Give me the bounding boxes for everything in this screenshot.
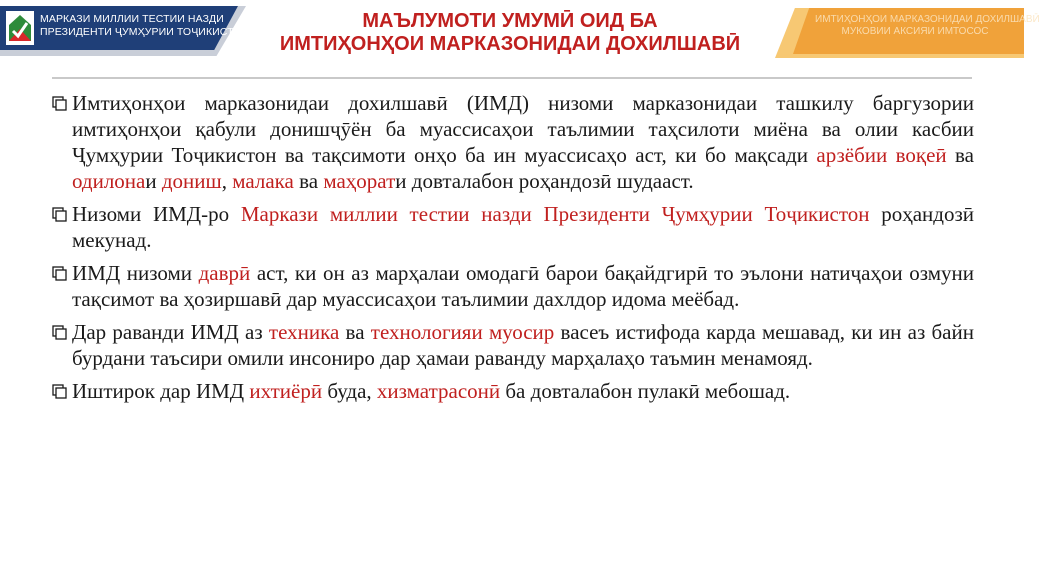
highlighted-term: маҳорат [323,169,396,193]
body-text: и [145,169,162,193]
body-text: , [221,169,233,193]
highlighted-term: ихтиёрӣ [249,379,323,403]
body-text: Низоми ИМД-ро [72,202,241,226]
body-text: ва [946,143,974,167]
section-label-line-1: ИМТИҲОНҲОИ МАРКАЗОНИДАИ ДОХИЛШАВӢ [815,14,1040,25]
body-text: васеъ истифода карда мешавад, ки ин аз байн бурдани таъсири омили инсониро дар ҳамаи раванду марҳалаҳо таъмин менамояд. [72,320,974,370]
page-title [250,10,770,56]
body-text: аст, ки он аз марҳалаи омодагӣ барои бақайдгирӣ то эълони натиҷаҳои озмуни тақсимот ва ҳозиршавӣ дар муассисаҳои таълимии дахлдор идома меёбад. [72,261,974,311]
bullet-item [52,319,974,371]
highlighted-term: техника [268,320,340,344]
checkbox-bullet-icon [52,384,66,398]
org-name [40,13,250,39]
body-text: ба довталабон пулакӣ мебошад. [500,379,791,403]
page-title-line-2: ИМТИҲОНҲОИ МАРКАЗОНИДАИ ДОХИЛШАВӢ [279,33,741,55]
bullet-item [52,90,974,194]
header-divider [52,77,972,79]
highlighted-term: технологияи муосир [370,320,555,344]
checkbox-bullet-icon [52,325,66,339]
highlighted-term: хизматрасонӣ [376,379,501,403]
bullet-item [52,378,974,404]
org-name-line-1: МАРКАЗИ МИЛЛИИ ТЕСТИИ НАЗДИ [40,13,224,25]
body-text: роҳандозӣ мекунад. [72,202,974,252]
body-text: Имтиҳонҳои марказонидаи дохилшавӣ (ИМД) низоми марказонидаи ташкилу баргузории имтиҳонҳои қабули донишҷӯён ба муассисаҳои таълимии таҳсилоти миёна ва олии касбии Ҷумҳурии Тоҷикистон ва тақсимоти онҳо ба ин муассисаҳо аст, ки бо мақсади [72,91,974,167]
checkbox-bullet-icon [52,266,66,280]
body-text: Дар раванди ИМД аз [72,320,269,344]
body-text: ИМД низоми [72,261,199,285]
bullet-list [52,90,974,411]
org-name-line-2: ПРЕЗИДЕНТИ ҶУМҲУРИИ ТОҶИКИСТОН [40,26,250,38]
page-title-line-1: МАЪЛУМОТИ УМУМӢ ОИД БА [362,10,658,32]
highlighted-term: даврӣ [198,261,251,285]
checkbox-bullet-icon [52,96,66,110]
checkbox-bullet-icon [52,207,66,221]
bullet-item [52,260,974,312]
national-testing-center-logo-icon [6,11,34,45]
section-label [815,14,1040,38]
body-text: ва [293,169,324,193]
body-text: ва [339,320,371,344]
highlighted-term: малака [232,169,294,193]
header [0,0,1040,86]
highlighted-term: одилона [72,169,146,193]
highlighted-term: арзёбии воқеӣ [816,143,947,167]
body-text: буда, [322,379,377,403]
section-label-line-2: МУКОВИИ АКСИЯИ ИМТОСОС [841,26,989,37]
body-text: Иштирок дар ИМД [72,379,250,403]
highlighted-term: дониш [161,169,222,193]
highlighted-term: Маркази миллии тестии назди Президенти Ҷумҳурии Тоҷикистон [240,202,870,226]
body-text: и довталабон роҳандозӣ шудааст. [395,169,694,193]
bullet-item [52,201,974,253]
